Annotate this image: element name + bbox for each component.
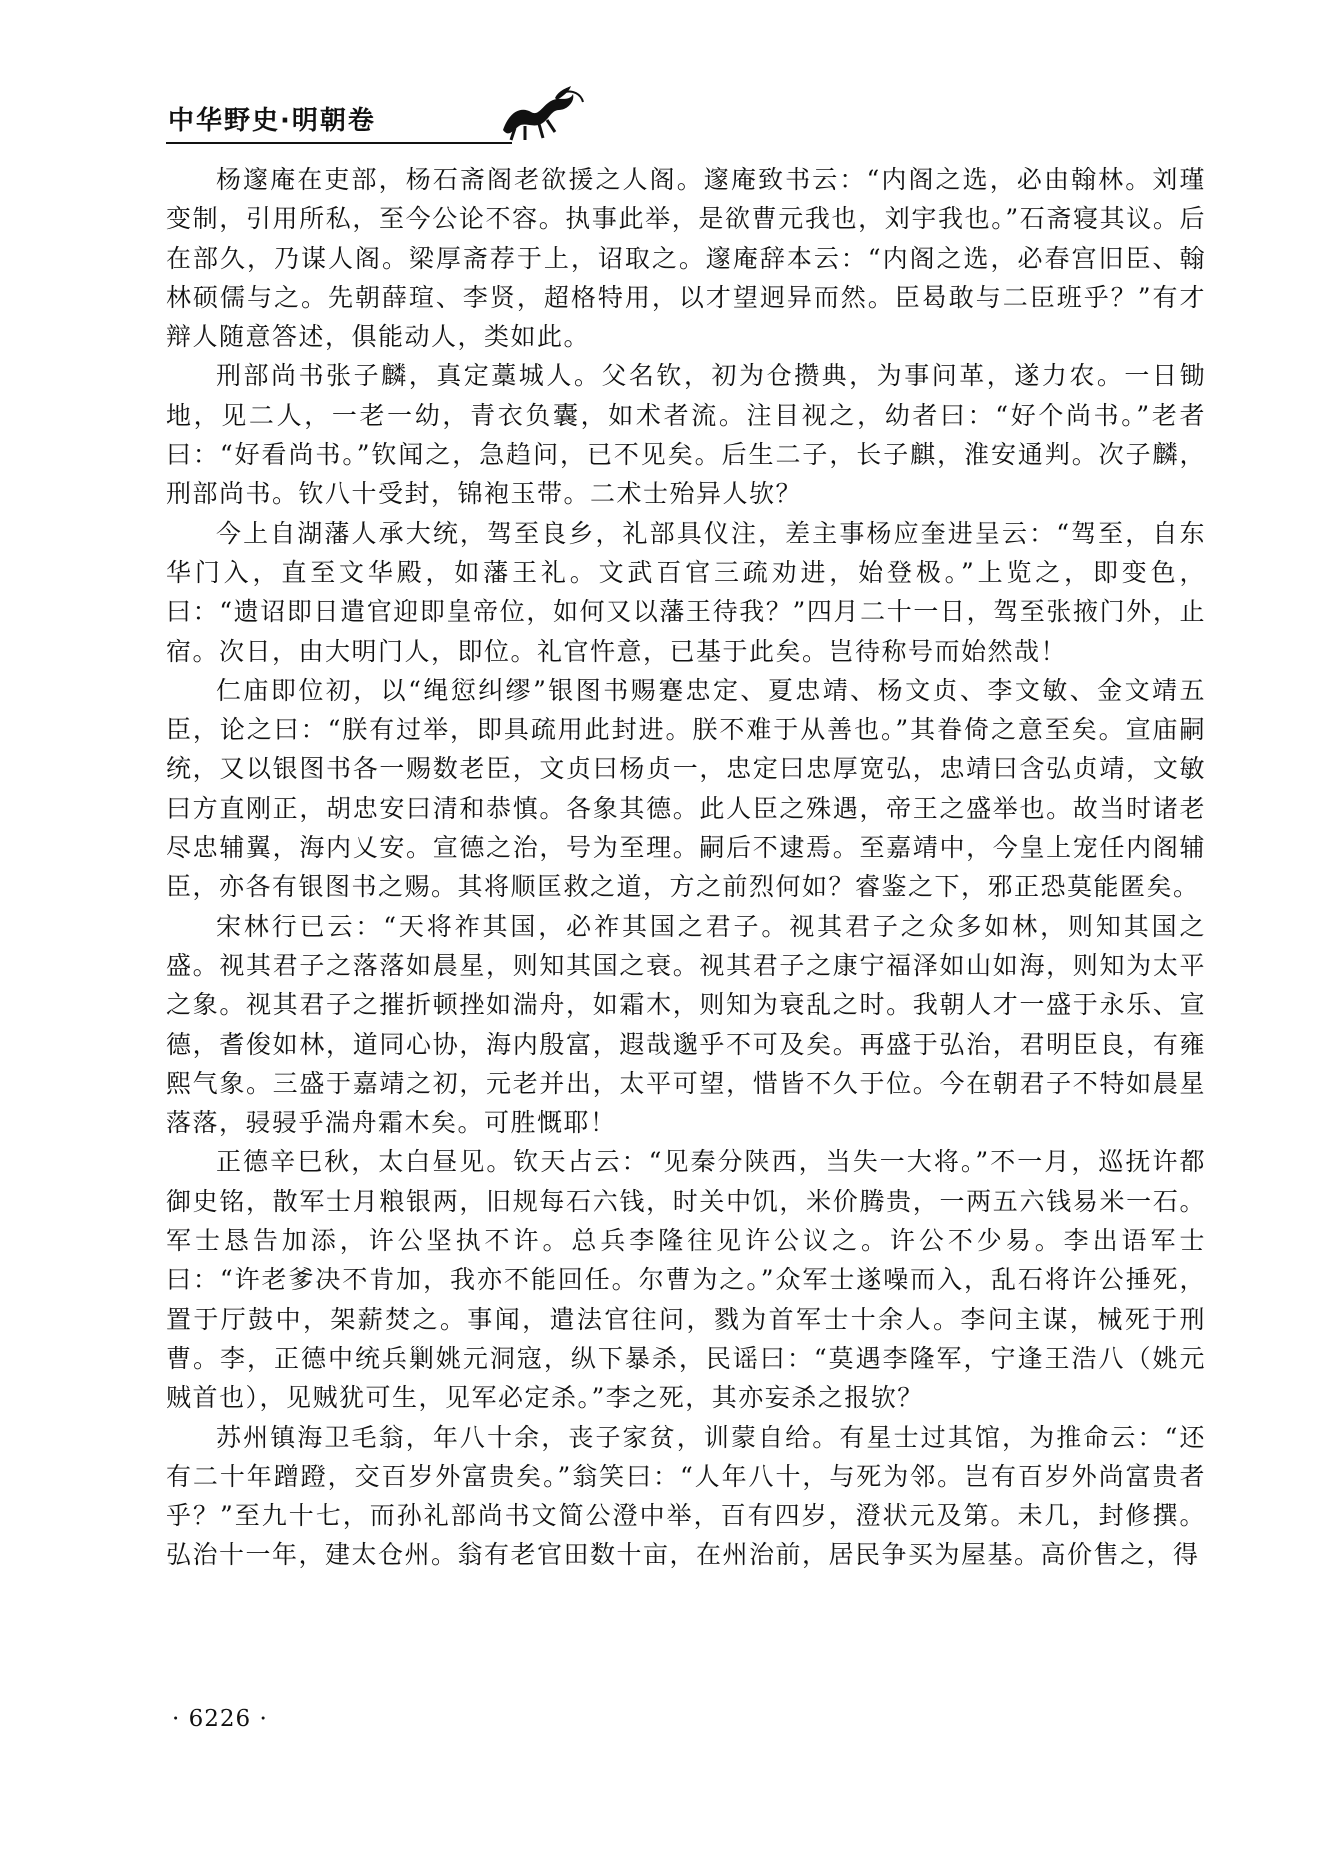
paragraph: 仁庙即位初，以“绳愆纠缪”银图书赐蹇忠定、夏忠靖、杨文贞、李文敏、金文靖五臣，论之曰：“朕有过举，即具疏用此封进。朕不难于从善也。”其眷倚之意至矣。宣庙嗣统，又以银图书各一赐数老臣，文贞曰杨贞一，忠定曰忠厚宽弘，忠靖曰含弘贞靖，文敏曰方直刚正，胡忠安曰清和恭慎。各象其德。此人臣之殊遇，帝王之盛举也。故当时诸老尽忠辅翼，海内乂安。宣德之治，号为至理。嗣后不逮焉。至嘉靖中，今皇上宠任内阁辅臣，亦各有银图书之赐。其将顺匡救之道，方之前烈何如？睿鉴之下，邪正恐莫能匿矣。 <box>166 675 1206 902</box>
paragraph: 刑部尚书张子麟，真定藁城人。父名钦，初为仓攒典，为事问革，遂力农。一日锄地，见二人，一老一幼，青衣负囊，如术者流。注目视之，幼者曰：“好个尚书。”老者曰：“好看尚书。”钦闻之，急趋问，已不见矣。后生二子，长子麒，淮安通判。次子麟，刑部尚书。钦八十受封，锦袍玉带。二术士殆异人欤？ <box>166 361 1206 509</box>
body-text <box>166 160 1206 1575</box>
dragon-icon <box>495 82 585 144</box>
running-header-title: 中华野史·明朝卷 <box>168 106 376 136</box>
paragraph: 正德辛巳秋，太白昼见。钦天占云：“见秦分陕西，当失一大将。”不一月，巡抚许都御史铭，散军士月粮银两，旧规每石六钱，时关中饥，米价腾贵，一两五六钱易米一石。军士恳告加添，许公坚执不许。总兵李隆往见许公议之。许公不少易。李出语军士曰：“许老爹决不肯加，我亦不能回任。尔曹为之。”众军士遂噪而入，乱石将许公捶死，置于厅鼓中，架薪焚之。事闻，遣法官往问，戮为首军士十余人。李问主谋，械死于刑曹。李，正德中统兵剿姚元洞寇，纵下暴杀，民谣曰：“莫遇李隆军，宁逢王浩八（姚元贼首也），见贼犹可生，见军必定杀。”李之死，其亦妄杀之报欤？ <box>166 1147 1206 1413</box>
page-number: · 6226 · <box>172 1706 268 1732</box>
paragraph: 杨邃庵在吏部，杨石斋阁老欲援之人阁。邃庵致书云：“内阁之选，必由翰林。刘瑾变制，引用所私，至今公论不容。执事此举，是欲曹元我也，刘宇我也。”石斋寝其议。后在部久，乃谋人阁。梁厚斋荐于上，诏取之。邃庵辞本云：“内阁之选，必春宫旧臣、翰林硕儒与之。先朝薛瑄、李贤，超格特用，以才望迥异而然。臣曷敢与二臣班乎？”有才辩人随意答述，俱能动人，类如此。 <box>166 165 1206 352</box>
paragraph: 苏州镇海卫毛翁，年八十余，丧子家贫，训蒙自给。有星士过其馆，为推命云：“还有二十年蹭蹬，交百岁外富贵矣。”翁笑曰：“人年八十，与死为邻。岂有百岁外尚富贵者乎？”至九十七，而孙礼部尚书文简公澄中举，百有四岁，澄状元及第。未几，封修撰。弘治十一年，建太仓州。翁有老官田数十亩，在州治前，居民争买为屋基。高价售之，得 <box>166 1422 1206 1570</box>
paragraph: 宋林行已云：“天将祚其国，必祚其国之君子。视其君子之众多如林，则知其国之盛。视其君子之落落如晨星，则知其国之衰。视其君子之康宁福泽如山如海，则知为太平之象。视其君子之摧折顿挫如湍舟，如霜木，则知为衰乱之时。我朝人才一盛于永乐、宣德，耆俊如林，道同心协，海内殷富，遐哉邈乎不可及矣。再盛于弘治，君明臣良，有雍熙气象。三盛于嘉靖之初，元老并出，太平可望，惜皆不久于位。今在朝君子不特如晨星落落，骎骎乎湍舟霜木矣。可胜慨耶！ <box>166 911 1206 1138</box>
paragraph: 今上自湖藩人承大统，驾至良乡，礼部具仪注，差主事杨应奎进呈云：“驾至，自东华门入，直至文华殿，如藩王礼。文武百官三疏劝进，始登极。”上览之，即变色，曰：“遗诏即日遣官迎即皇帝位，如何又以藩王待我？”四月二十一日，驾至张掖门外，止宿。次日，由大明门人，即位。礼官忤意，已基于此矣。岂待称号而始然哉！ <box>166 518 1206 666</box>
header-rule <box>166 142 512 144</box>
